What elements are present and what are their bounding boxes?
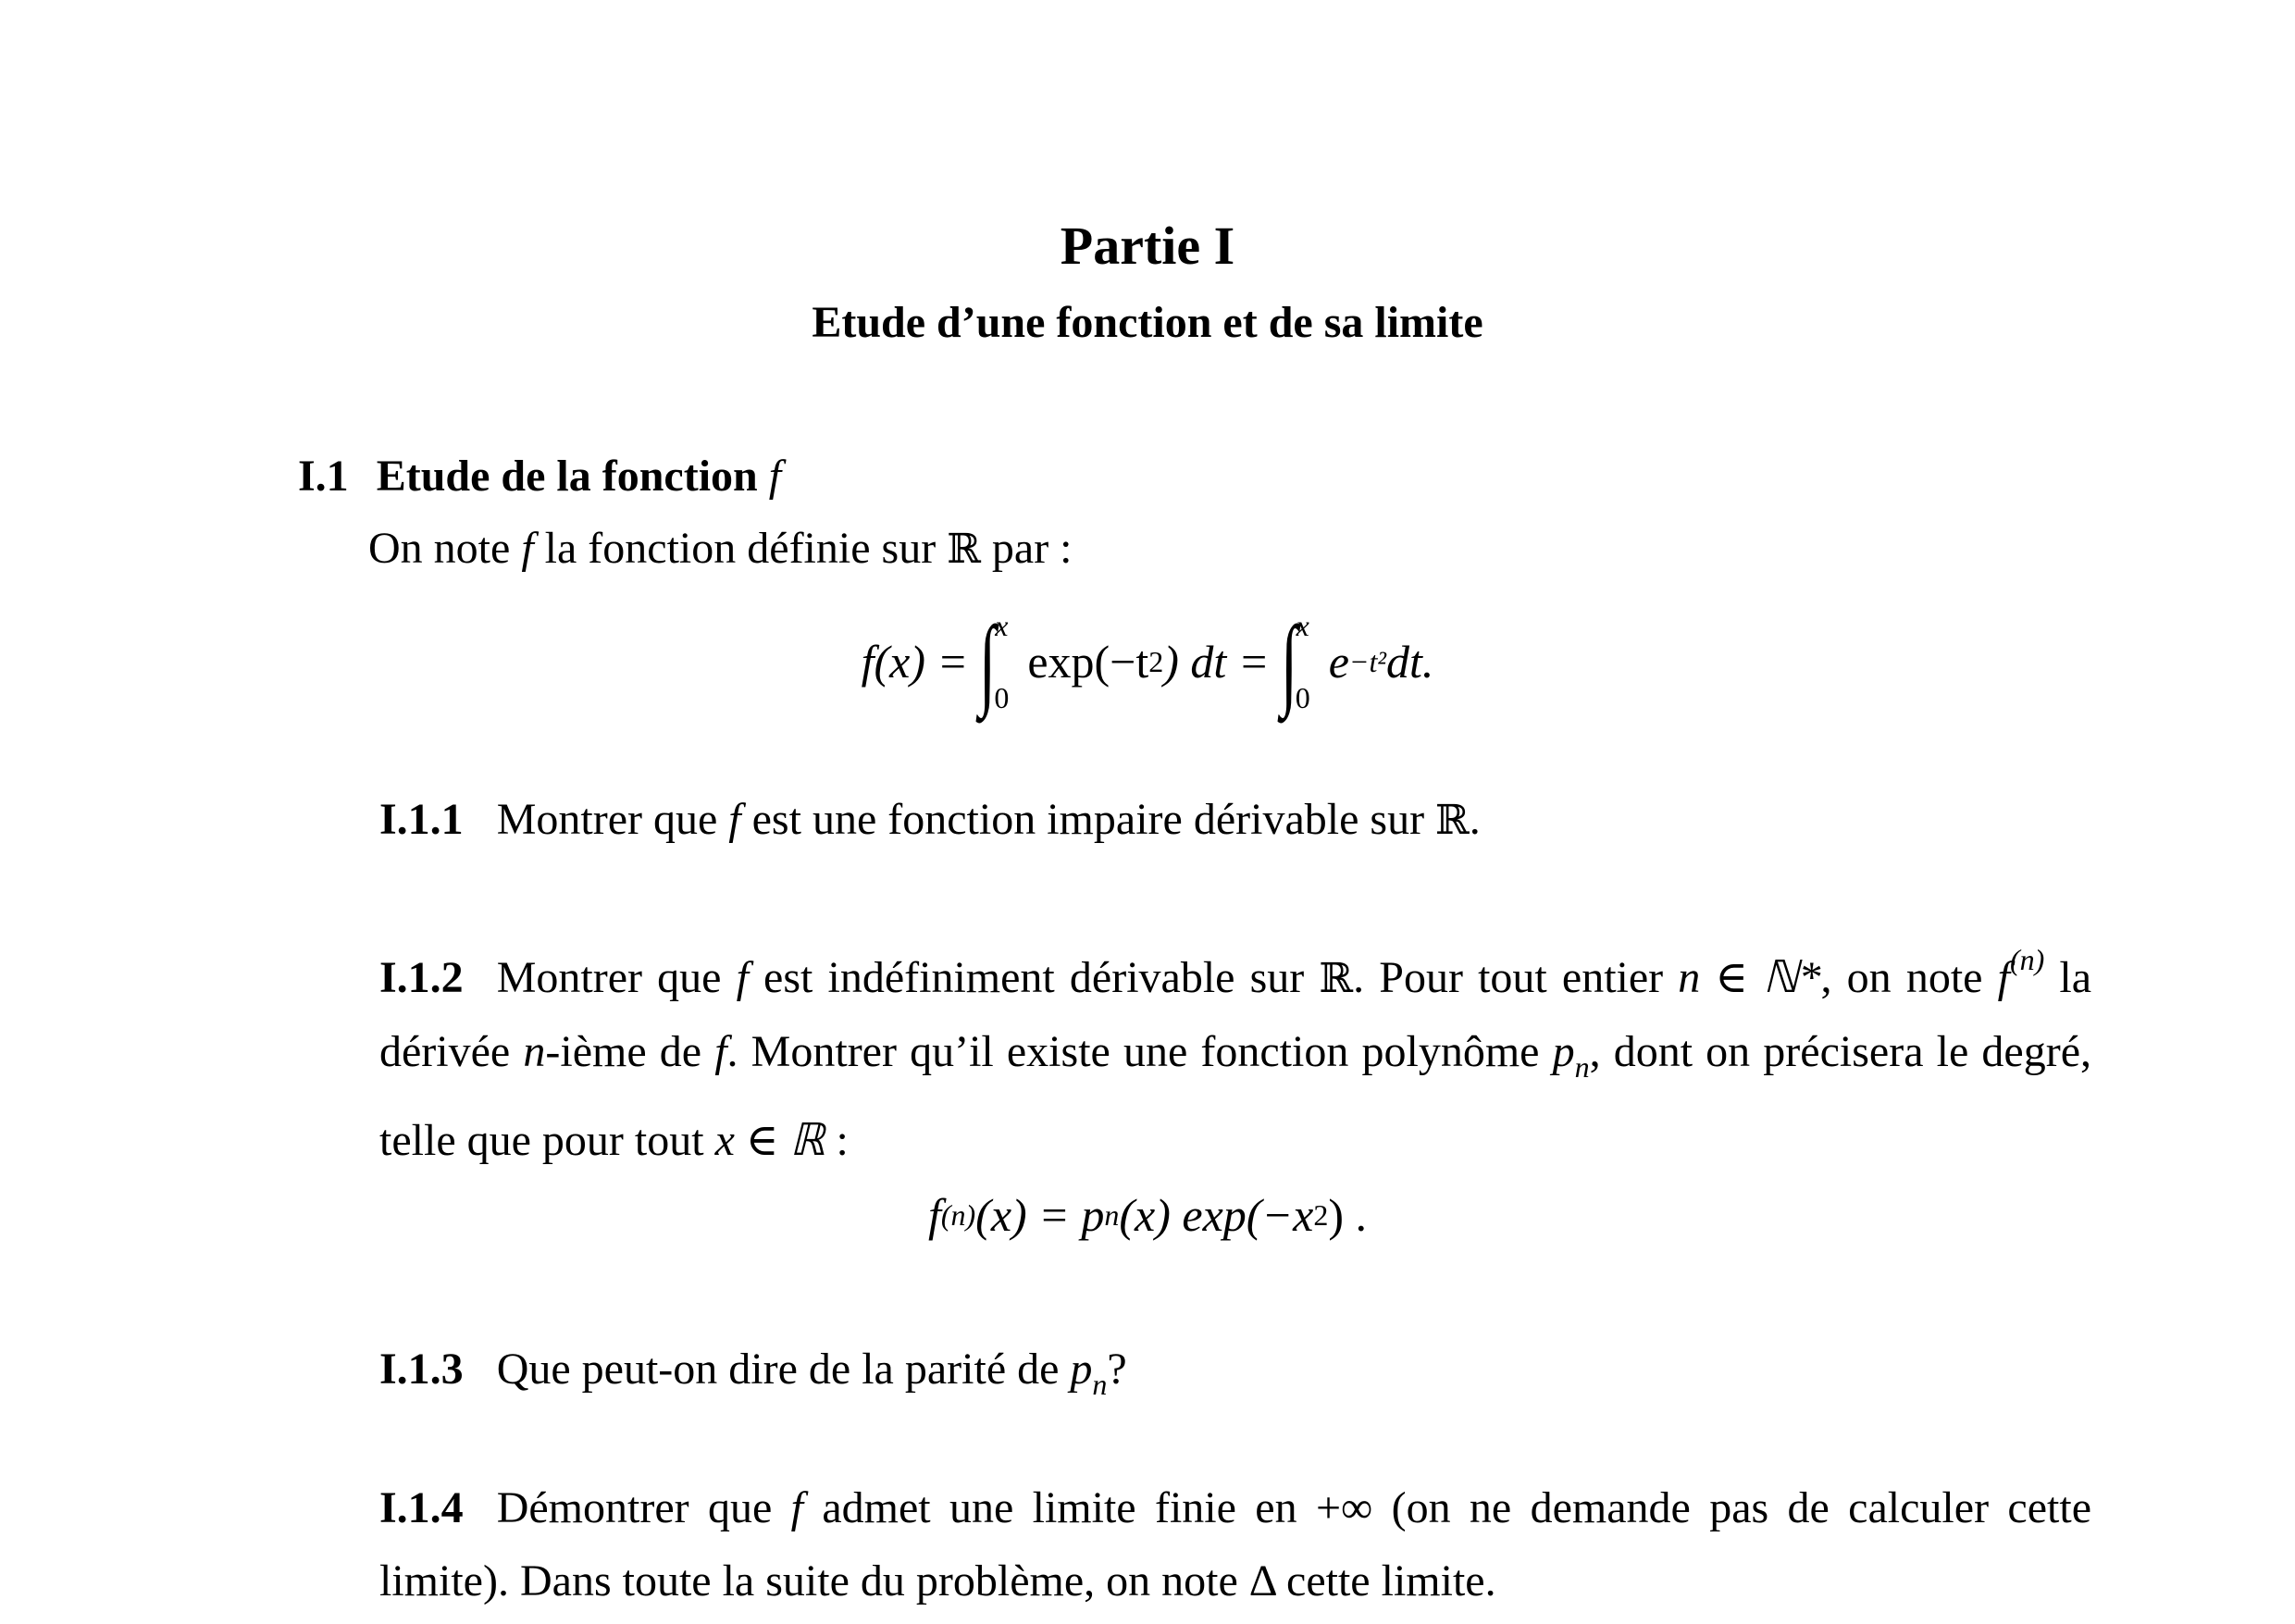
exponent: 2	[1313, 1198, 1329, 1232]
question-text: est une fonction impaire dérivable sur	[740, 795, 1436, 844]
integrand-end: dt.	[1386, 636, 1434, 688]
integral-upper-limit: x	[995, 609, 1009, 642]
math-symbol: x ∈ ℝ	[714, 1116, 825, 1165]
section-number: I.1	[298, 452, 349, 501]
integrand: e	[1328, 636, 1349, 688]
section-title-symbol: f	[768, 452, 782, 501]
equation-lhs: f(x) =	[861, 636, 969, 688]
question-text: .	[1469, 795, 1481, 844]
question-number: I.1.4	[379, 1483, 464, 1532]
question-number: I.1.3	[379, 1345, 464, 1394]
question-text: . Montrer qu’il existe une fonction polynôme	[726, 1027, 1553, 1076]
question-text: , dont on précisera le degré, telle que pour tout	[379, 1027, 2092, 1165]
part-title: Partie I	[1060, 216, 1235, 276]
math-symbol: n	[523, 1027, 546, 1076]
equation-text: (x) = p	[975, 1189, 1105, 1241]
math-symbol: ℝ	[1435, 797, 1470, 844]
question-text: Montrer que	[496, 953, 737, 1002]
math-symbol: Δ	[1248, 1556, 1276, 1605]
section-title: Etude de la fonction	[376, 452, 758, 501]
math-symbol: ℝ	[947, 526, 981, 573]
exponent: (n)	[2009, 943, 2045, 976]
math-symbol: f	[927, 1189, 941, 1241]
section-heading	[298, 448, 781, 505]
math-symbol: ℝ	[1319, 955, 1354, 1002]
question-number: I.1.2	[379, 953, 464, 1002]
question-text: . Pour tout entier	[1353, 953, 1679, 1002]
math-symbol: p	[1552, 1027, 1575, 1076]
intro-paragraph	[368, 520, 1073, 578]
math-symbol: f	[521, 524, 534, 573]
math-symbol: p	[1070, 1345, 1093, 1394]
question-text: -ième de	[545, 1027, 715, 1076]
integrand: exp(−t	[1027, 636, 1149, 688]
equation-definition	[0, 605, 2295, 718]
integral-lower-limit: 0	[1295, 681, 1310, 714]
equation-text: ) .	[1328, 1189, 1368, 1241]
question-text: Démontrer que	[496, 1483, 791, 1532]
math-symbol: f	[714, 1027, 727, 1076]
equation-text: (x) exp(−x	[1119, 1189, 1314, 1241]
integral-sign: ∫ x 0	[1280, 605, 1310, 718]
intro-text: par :	[980, 524, 1073, 573]
math-symbol: f	[728, 795, 741, 844]
question-text: ?	[1107, 1345, 1127, 1394]
subscript: n	[1104, 1198, 1120, 1232]
question-text: admet une limite finie en	[802, 1483, 1316, 1532]
math-symbol: n ∈ ℕ*	[1678, 953, 1821, 1002]
integrand-end: ) dt =	[1163, 636, 1270, 688]
subscript: n	[1092, 1368, 1108, 1401]
question-text: est indéfiniment dérivable sur	[748, 953, 1320, 1002]
math-symbol: f	[790, 1483, 803, 1532]
exponent: −t²	[1348, 645, 1386, 678]
integral-sign: ∫ x 0	[979, 605, 1010, 718]
math-symbol: +∞	[1315, 1483, 1373, 1532]
question-text: Montrer que	[496, 795, 729, 844]
question-I-1-1	[379, 783, 2091, 857]
question-text: la dérivée	[379, 953, 2092, 1076]
integral-upper-limit: x	[1296, 609, 1309, 642]
question-text: (on ne demande pas de calculer cette limite). Dans toute la suite du problème, on note	[379, 1483, 2092, 1605]
subscript: n	[1574, 1050, 1590, 1084]
math-symbol: f	[736, 953, 749, 1002]
question-text: Que peut-on dire de la parité de	[496, 1345, 1071, 1394]
question-text: cette limite.	[1275, 1556, 1496, 1605]
exponent: 2	[1148, 645, 1164, 678]
question-I-1-4	[379, 1471, 2091, 1618]
question-I-1-3	[379, 1333, 2091, 1421]
question-text: :	[825, 1116, 849, 1165]
integral-lower-limit: 0	[994, 681, 1010, 714]
part-subtitle: Etude d’une fonction et de sa limite	[812, 298, 1483, 347]
question-I-1-2	[379, 924, 2091, 1177]
intro-text: On note	[368, 524, 522, 573]
equation-derivative	[0, 1188, 2295, 1242]
question-number: I.1.1	[379, 795, 464, 844]
math-symbol: f	[1997, 953, 2010, 1002]
intro-text: la fonction définie sur	[533, 524, 948, 573]
question-text: , on note	[1820, 953, 1998, 1002]
exponent: (n)	[940, 1198, 976, 1232]
